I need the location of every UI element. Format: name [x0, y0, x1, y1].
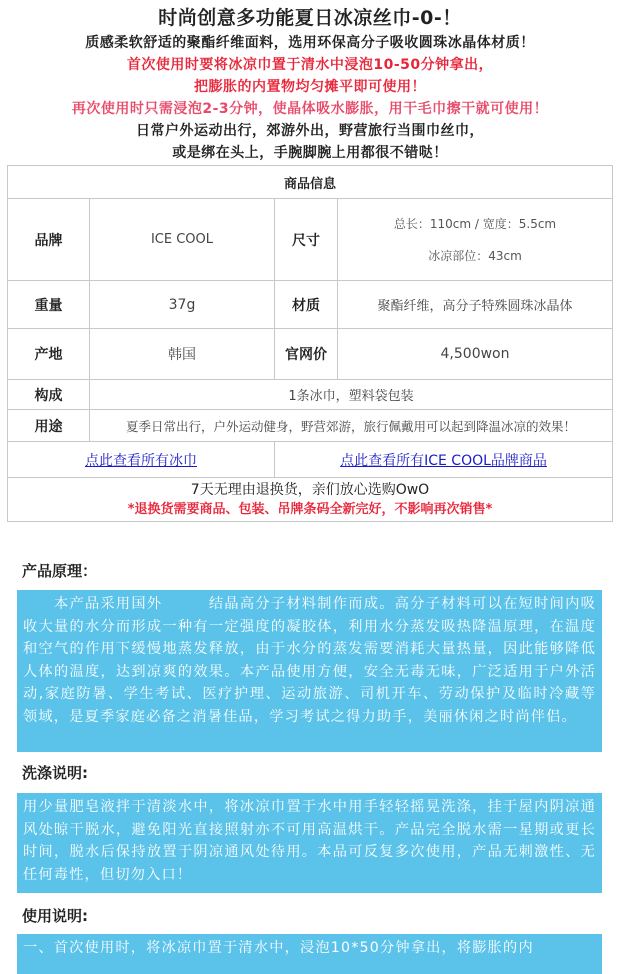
- link-cell-all-towels: [8, 442, 275, 478]
- principle-heading: 产品原理：: [22, 562, 98, 580]
- weight-label: 重量: [8, 281, 90, 329]
- intro-line-3: 把膨胀的内置物均匀摊平即可使用！: [194, 79, 426, 95]
- principle-text: 本产品采用国外 结晶高分子材料制作而成。高分子材料可以在短时间内吸收大量的水分而形成一种有一定强度的凝胶体，利用水分蒸发吸热降温原理，在温度和空气的作用下缓慢地蒸发释放，由于水分的蒸发需要消耗大量热量，因此能够降低人体的温度，达到凉爽的效果。本产品使用方便，安全无毒无味，广泛适用于户外活动,家庭防暑、学生考试、医疗护理、运动旅游、司机开车、劳动保护及临时冷藏等领域，是夏季家庭必备之消暑佳品，学习考试之得力助手，美丽休闲之时尚伴侣。: [17, 590, 602, 752]
- material-label: 材质: [275, 281, 338, 329]
- usage-label: 用途: [8, 410, 90, 442]
- washing-heading: 洗涤说明:: [22, 764, 88, 782]
- usage-value: 夏季日常出行，户外运动健身，野营郊游，旅行佩戴用可以起到降温冰凉的效果！: [90, 410, 613, 442]
- material-value: 聚酯纤维，高分子特殊圆珠冰晶体: [338, 281, 613, 329]
- composition-label: 构成: [8, 380, 90, 410]
- return-policy: [8, 478, 613, 522]
- usage-heading: 使用说明:: [22, 907, 88, 925]
- price-value: 4,500won: [338, 329, 613, 380]
- intro-line-6: 或是绑在头上，手腕脚腕上用都很不错哒！: [172, 145, 448, 161]
- washing-text: 用少量肥皂液拌于清淡水中，将冰凉巾置于水中用手轻轻摇晃洗涤，挂于屋内阴凉通风处晾干脱水，避免阳光直接照射亦不可用高温烘干。产品完全脱水需一星期或更长时间，脱水后保持放置于阴凉通风处待用。本品可反复多次使用，产品无刺激性、无任何毒性，但切勿入口！: [17, 793, 602, 893]
- origin-value: 韩国: [90, 329, 275, 380]
- link-all-cooling-towels[interactable]: 点此查看所有冰巾: [85, 452, 197, 469]
- return-policy-line: 7天无理由退换货，亲们放心选购OwO: [190, 481, 430, 498]
- intro-line-5: 日常户外运动出行，郊游外出，野营旅行当围巾丝巾，: [136, 123, 484, 139]
- size-label: 尺寸: [275, 199, 338, 281]
- link-cell-brand: [275, 442, 613, 478]
- intro-block: [0, 0, 620, 164]
- origin-label: 产地: [8, 329, 90, 380]
- price-label: 官网价: [275, 329, 338, 380]
- link-all-brand-products[interactable]: 点此查看所有ICE COOL品牌商品: [340, 452, 547, 469]
- weight-value: 37g: [90, 281, 275, 329]
- size-cool-part: 冰凉部位：43cm: [428, 248, 522, 263]
- brand-label: 品牌: [8, 199, 90, 281]
- intro-line-1: 质感柔软舒适的聚酯纤维面料，选用环保高分子吸收圆珠冰晶体材质！: [85, 35, 535, 51]
- size-length: 总长：110cm / 宽度：5.5cm: [393, 216, 557, 231]
- return-policy-note: *退换货需要商品、包装、吊牌条码全新完好，不影响再次销售*: [127, 501, 493, 517]
- composition-value: 1条冰巾，塑料袋包装: [90, 380, 613, 410]
- usage-instructions-text: 一、首次使用时，将冰凉巾置于清水中，浸泡10*50分钟拿出，将膨胀的内: [17, 934, 602, 974]
- intro-line-4: 再次使用时只需浸泡2-3分钟，使晶体吸水膨胀，用干毛巾擦干就可使用！: [71, 101, 549, 117]
- product-title: 时尚创意多功能夏日冰凉丝巾-0-！: [158, 7, 462, 29]
- table-header: 商品信息: [8, 166, 613, 199]
- intro-line-2: 首次使用时要将冰凉巾置于清水中浸泡10-50分钟拿出，: [126, 57, 494, 73]
- size-value: [338, 199, 613, 281]
- brand-value: ICE COOL: [90, 199, 275, 281]
- product-info-table: [7, 165, 613, 522]
